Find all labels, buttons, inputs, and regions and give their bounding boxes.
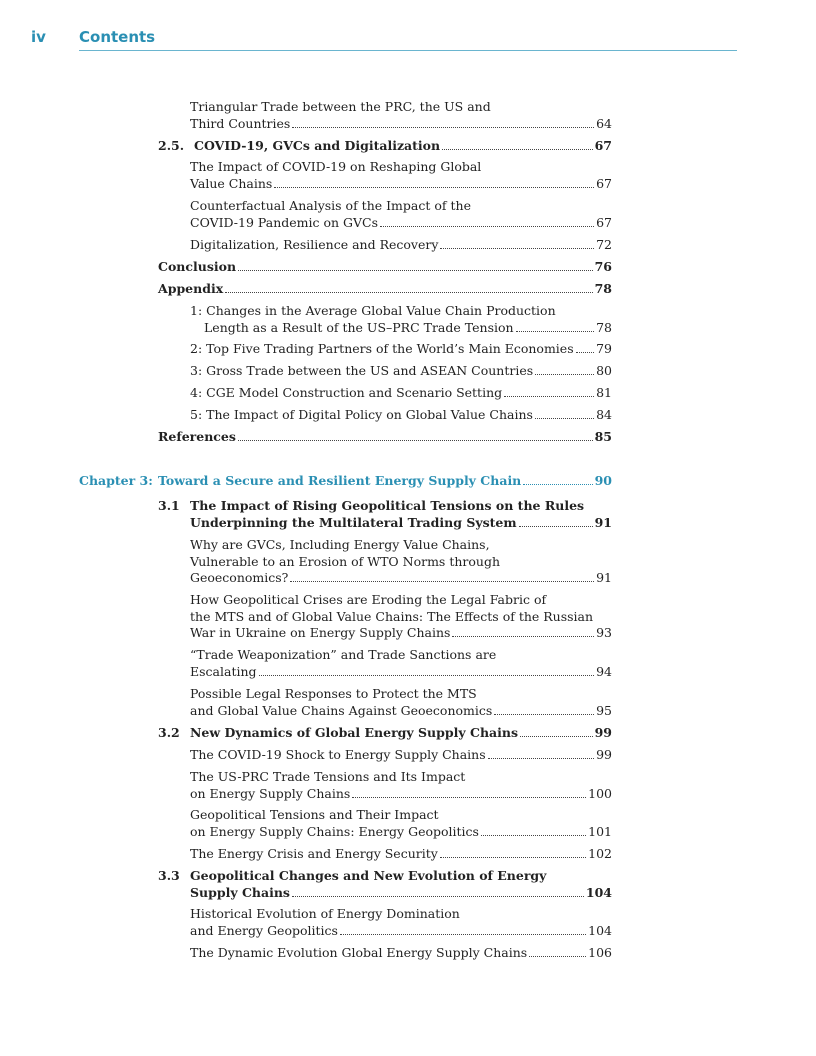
toc-entry-title: Third Countries — [190, 115, 291, 131]
toc-entry-title: 5: The Impact of Digital Policy on Global Value Chains — [190, 407, 533, 422]
dot-leader — [352, 797, 586, 798]
toc-entry-leader-line — [190, 664, 612, 681]
toc-entry — [190, 647, 612, 680]
dot-leader — [535, 374, 594, 375]
toc-entry-title: 2: Top Five Trading Partners of the World’s Main Economies — [190, 341, 574, 356]
toc-page-number: 85 — [594, 429, 612, 444]
section-number: 3.1 — [158, 498, 180, 513]
dot-leader — [225, 292, 592, 293]
toc-entry-line: Geopolitical Changes and New Evolution of Energy — [190, 868, 547, 883]
toc-entry-line: 1: Changes in the Average Global Value Chain Production — [190, 303, 556, 318]
toc-entry-title: 4: CGE Model Construction and Scenario Setting — [190, 385, 503, 400]
chapter-number: Chapter 3: — [79, 473, 153, 488]
dot-leader — [516, 331, 595, 332]
toc-entry-leader-line — [190, 747, 612, 764]
toc-entry-line: Triangular Trade between the PRC, the US and — [190, 99, 491, 114]
toc-page-number: 94 — [596, 663, 612, 679]
toc-entry-title: References — [158, 429, 236, 444]
toc-entry-leader-line — [190, 237, 612, 254]
toc-section-entry — [190, 868, 612, 901]
toc-page-number: 101 — [588, 823, 612, 839]
toc-entry-leader-line — [190, 703, 612, 720]
toc-entry-title: The Dynamic Evolution Global Energy Supply Chains — [190, 945, 528, 960]
toc-page-number: 67 — [596, 214, 612, 230]
toc-entry-leader-line — [190, 215, 612, 232]
toc-entry-leader-line — [190, 885, 612, 902]
dot-leader — [481, 835, 586, 836]
toc-page-number: 91 — [596, 570, 612, 585]
page-title: Contents — [79, 28, 156, 46]
dot-leader — [274, 187, 594, 188]
toc-entry-leader-line — [158, 429, 612, 446]
toc-page-number: 67 — [594, 138, 612, 153]
toc-entry-title: Underpinning the Multilateral Trading System — [190, 514, 517, 530]
toc-entry — [190, 385, 612, 402]
toc-entry-title: Conclusion — [158, 259, 237, 274]
toc-entry-line: the MTS and of Global Value Chains: The Effects of the Russian — [190, 608, 594, 624]
dot-leader — [494, 714, 594, 715]
toc-entry — [190, 846, 612, 863]
dot-leader — [440, 857, 586, 858]
dot-leader — [442, 149, 592, 150]
toc-entry-leader-line — [158, 281, 612, 298]
toc-entry-title: The COVID-19 Shock to Energy Supply Chains — [190, 747, 486, 762]
toc-section-entry — [190, 498, 612, 531]
toc-entry-title: COVID-19, GVCs and Digitalization — [194, 138, 441, 153]
toc-entry — [190, 769, 612, 802]
toc-entry-line: How Geopolitical Crises are Eroding the Legal Fabric of — [190, 592, 547, 607]
section-number: 2.5. — [158, 138, 185, 153]
dot-leader — [238, 440, 593, 441]
dot-leader — [452, 636, 594, 637]
toc-entry-title: and Energy Geopolitics — [190, 922, 338, 938]
toc-entry-leader-line — [190, 407, 612, 424]
toc-entry-leader-line — [190, 385, 612, 402]
dot-leader — [290, 581, 594, 582]
toc-page-number: 93 — [596, 625, 612, 640]
toc-section-entry — [190, 725, 612, 742]
toc-page-number: 67 — [596, 175, 612, 191]
toc-section-entry — [158, 281, 612, 298]
toc-page-number: 81 — [596, 385, 612, 400]
toc-page-number: 106 — [588, 945, 612, 960]
dot-leader — [520, 736, 593, 737]
toc-entry-leader-line — [190, 320, 612, 337]
section-number: 3.3 — [158, 868, 180, 883]
toc-entry-line: “Trade Weaponization” and Trade Sanctions are — [190, 647, 497, 662]
toc-entry-leader-line — [158, 259, 612, 276]
toc-entry — [190, 303, 612, 336]
toc-entry-title: New Dynamics of Global Energy Supply Chains — [190, 725, 519, 740]
toc-entry-leader-line — [190, 786, 612, 803]
toc-entry-title: and Global Value Chains Against Geoeconomics — [190, 702, 493, 718]
toc-entry-title: COVID-19 Pandemic on GVCs — [190, 214, 379, 230]
toc-entry — [190, 159, 612, 192]
toc-page-number: 90 — [594, 473, 612, 488]
toc-entry-title: 3: Gross Trade between the US and ASEAN Countries — [190, 363, 534, 378]
toc-entry-leader-line — [190, 824, 612, 841]
toc-entry-title: Geoeconomics? — [190, 570, 289, 585]
toc-page-number: 79 — [596, 341, 612, 356]
dot-leader — [259, 675, 595, 676]
dot-leader — [238, 270, 593, 271]
toc-entry-line: Why are GVCs, Including Energy Value Chains, — [190, 537, 490, 552]
toc-section-entry — [158, 259, 612, 276]
dot-leader — [519, 526, 593, 527]
toc-entry — [190, 99, 612, 132]
toc-entry-leader-line — [190, 570, 612, 587]
toc-entry-title: Value Chains — [190, 175, 273, 191]
toc-entry-line: The US-PRC Trade Tensions and Its Impact — [190, 769, 466, 784]
toc-entry-leader-line — [190, 515, 612, 532]
dot-leader — [292, 896, 584, 897]
page-header — [0, 0, 816, 60]
toc-entry-title: Supply Chains — [190, 884, 290, 900]
toc-page-number: 95 — [596, 702, 612, 718]
toc-entry-line: Possible Legal Responses to Protect the MTS — [190, 686, 477, 701]
dot-leader — [380, 226, 594, 227]
toc-entry-leader-line — [158, 473, 612, 490]
toc-page-number: 100 — [588, 785, 612, 801]
toc-page-number: 99 — [594, 725, 612, 740]
toc-entry-title: Toward a Secure and Resilient Energy Supply Chain — [158, 473, 522, 488]
dot-leader — [576, 352, 594, 353]
toc-page-number: 84 — [596, 407, 612, 422]
toc-entry — [190, 363, 612, 380]
toc-page-number: 78 — [596, 319, 612, 335]
toc-entry-leader-line — [190, 945, 612, 962]
toc-entry-line: Vulnerable to an Erosion of WTO Norms through — [190, 553, 500, 569]
toc-entry-title: The Energy Crisis and Energy Security — [190, 846, 438, 861]
section-number: 3.2 — [158, 725, 180, 740]
page-number: iv — [31, 28, 46, 46]
toc-entry-leader-line — [190, 341, 612, 358]
toc-entry-title: Escalating — [190, 663, 257, 679]
dot-leader — [440, 248, 594, 249]
toc-entry-title: Digitalization, Resilience and Recovery — [190, 237, 439, 252]
toc-chapter-entry — [158, 473, 612, 490]
dot-leader — [529, 956, 586, 957]
dot-leader — [523, 484, 592, 485]
toc-entry-leader-line — [190, 363, 612, 380]
toc-page-number: 80 — [596, 363, 612, 378]
toc-entry — [190, 906, 612, 939]
toc-entry-title: on Energy Supply Chains — [190, 785, 351, 801]
toc-page-number: 72 — [596, 237, 612, 252]
toc-page-number: 104 — [588, 922, 612, 938]
toc-entry — [190, 407, 612, 424]
toc-entry-title: War in Ukraine on Energy Supply Chains — [190, 625, 451, 640]
toc-entry-leader-line — [190, 725, 612, 742]
toc-entry-leader-line — [190, 116, 612, 133]
toc-entry — [190, 198, 612, 231]
toc-page-number: 76 — [594, 259, 612, 274]
dot-leader — [504, 396, 594, 397]
toc-entry-line: Counterfactual Analysis of the Impact of the — [190, 198, 471, 213]
toc-entry-title: Length as a Result of the US–PRC Trade Tension — [204, 319, 514, 335]
dot-leader — [340, 934, 586, 935]
toc-entry-leader-line — [190, 923, 612, 940]
toc-entry-leader-line — [194, 138, 612, 155]
toc-entry-leader-line — [190, 176, 612, 193]
header-divider — [79, 50, 737, 51]
toc-entry — [190, 807, 612, 840]
dot-leader — [292, 127, 594, 128]
toc-entry-line: The Impact of COVID-19 on Reshaping Global — [190, 159, 482, 174]
toc-entry — [190, 237, 612, 254]
toc-entry — [190, 341, 612, 358]
toc-entry — [190, 592, 612, 642]
toc-entry-title: Appendix — [158, 281, 224, 296]
dot-leader — [535, 418, 594, 419]
toc-section-entry — [158, 429, 612, 446]
toc-entry-line: The Impact of Rising Geopolitical Tensions on the Rules — [190, 498, 585, 513]
dot-leader — [488, 758, 594, 759]
toc-page-number: 102 — [588, 846, 612, 861]
toc-page-number: 91 — [594, 514, 612, 530]
toc-entry-leader-line — [190, 846, 612, 863]
toc-entry — [190, 945, 612, 962]
toc-entry-leader-line — [190, 625, 612, 642]
toc-entry-line: Historical Evolution of Energy Domination — [190, 906, 460, 921]
toc-entry-title: on Energy Supply Chains: Energy Geopolitics — [190, 823, 479, 839]
toc-entry — [190, 537, 612, 587]
toc-entry — [190, 747, 612, 764]
toc-page-number: 78 — [594, 281, 612, 296]
toc-entry — [190, 686, 612, 719]
toc-page-number: 64 — [596, 115, 612, 131]
toc-page-number: 104 — [585, 884, 612, 900]
toc-entry-line: Geopolitical Tensions and Their Impact — [190, 807, 439, 822]
toc-page-number: 99 — [596, 747, 612, 762]
toc-section-entry — [194, 138, 612, 155]
